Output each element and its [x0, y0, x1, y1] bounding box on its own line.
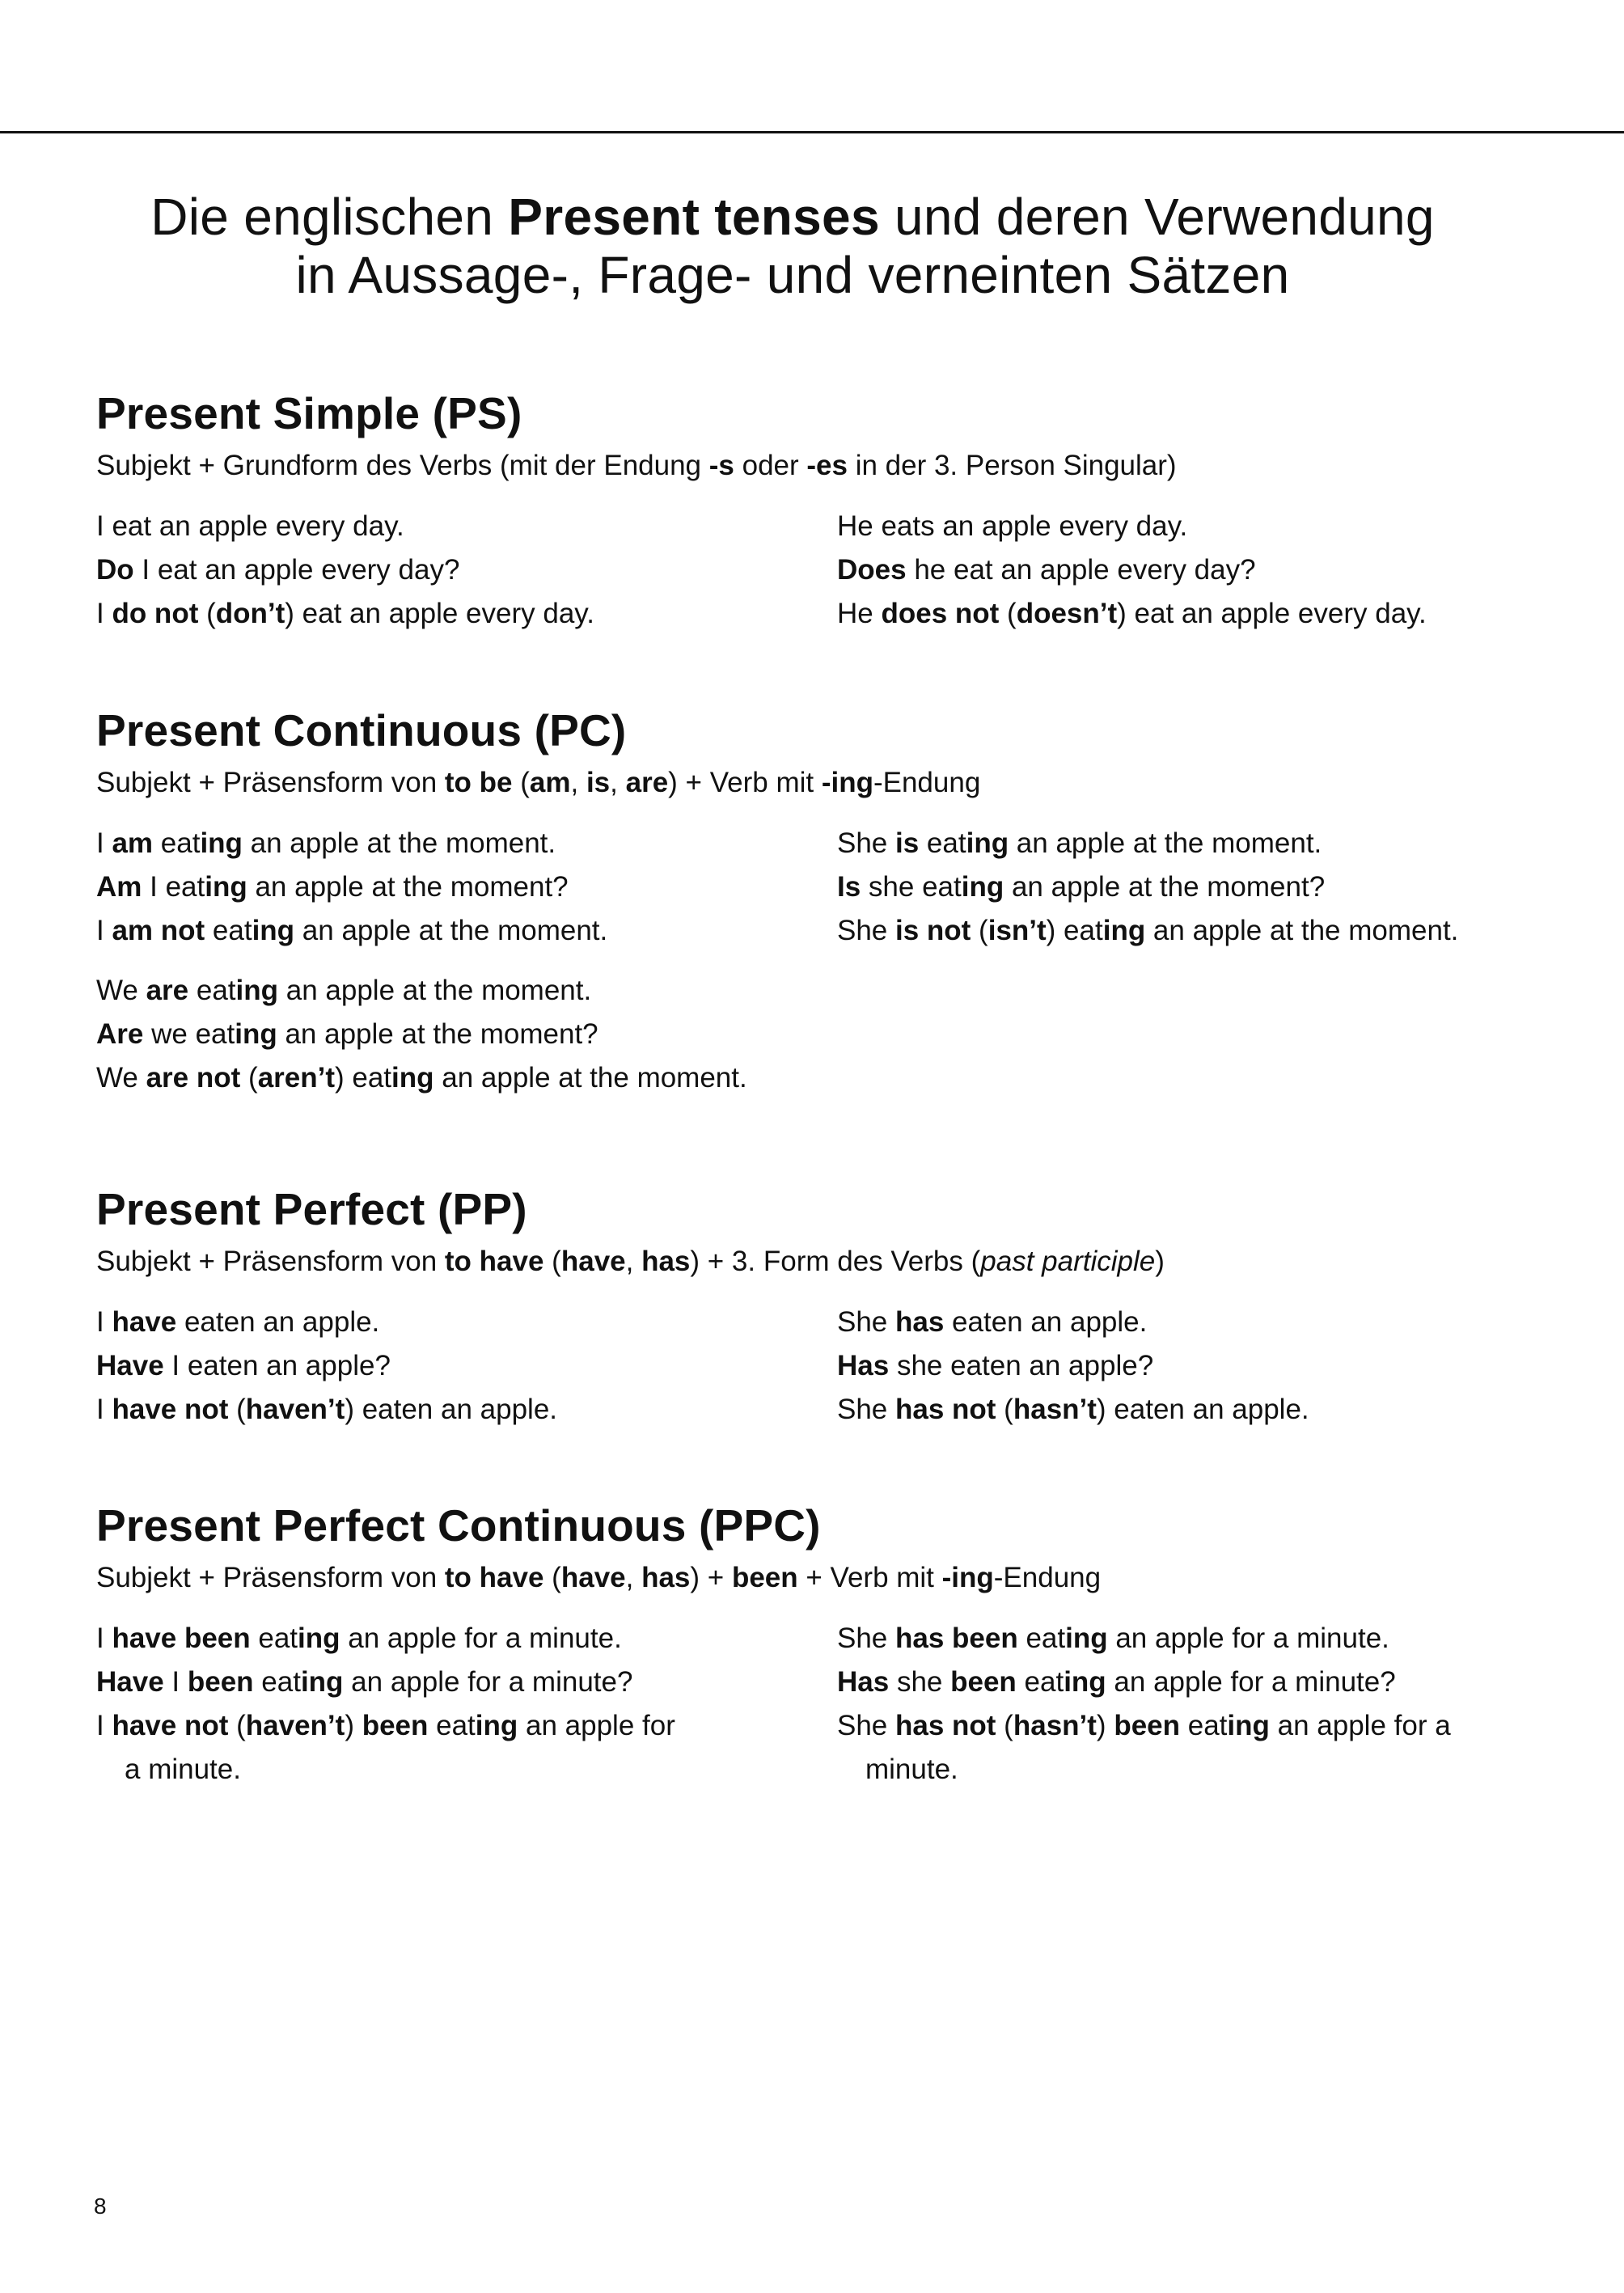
text-run: eat: [153, 827, 201, 859]
bold-text: Am: [96, 871, 142, 903]
section-heading: Present Continuous (PC): [96, 705, 627, 755]
text-run: ) eat: [335, 1062, 392, 1094]
bold-text: am not: [112, 915, 205, 946]
bold-text: have: [560, 1246, 626, 1277]
bold-text: been: [362, 1710, 429, 1741]
example-sentence: [837, 592, 1536, 636]
text-run: (: [228, 1710, 246, 1741]
text-run: eat: [205, 915, 252, 946]
text-run: eaten an apple.: [944, 1306, 1148, 1338]
text-run: eaten an apple.: [176, 1306, 380, 1338]
example-sentence: [837, 1617, 1536, 1661]
bold-text: Is: [837, 871, 861, 903]
text-run: She: [837, 1394, 895, 1425]
text-run: ,: [610, 767, 626, 798]
bold-text: been: [1114, 1710, 1181, 1741]
text-run: I: [96, 1710, 112, 1741]
text-run: (: [996, 1710, 1013, 1741]
text-run: (: [543, 1246, 561, 1277]
top-rule: [0, 131, 1624, 133]
text-run: ) eat an apple every day.: [285, 598, 594, 629]
text-run: an apple at the moment?: [247, 871, 569, 903]
text-run: ) eat: [1046, 915, 1103, 946]
bold-text: hasn’t: [1013, 1710, 1097, 1741]
text-run: an apple at the moment.: [294, 915, 608, 946]
text-run: eat: [1017, 1622, 1066, 1654]
bold-text: Have: [96, 1666, 164, 1698]
bold-text: ing: [235, 975, 279, 1006]
bold-text: Have: [96, 1350, 164, 1381]
example-sentence: [96, 1344, 837, 1388]
bold-text: do not: [112, 598, 199, 629]
bold-text: doesn’t: [1016, 598, 1118, 629]
bold-text: ing: [475, 1710, 518, 1741]
text-run: (: [996, 1394, 1013, 1425]
bold-text: haven’t: [245, 1394, 345, 1425]
example-sentence: [96, 909, 837, 953]
text-run: She: [837, 1306, 895, 1338]
bold-text: has: [641, 1562, 691, 1593]
example-grid: [96, 1617, 1536, 1808]
bold-text: ing: [252, 915, 295, 946]
text-run: I: [96, 1394, 112, 1425]
text-run: an apple for a minute?: [1106, 1666, 1396, 1698]
example-sentence: [96, 1388, 837, 1432]
example-sentence: [837, 1661, 1536, 1704]
text-run: ) +: [690, 1562, 732, 1593]
title-suffix: und deren Verwendung: [894, 188, 1435, 246]
text-run: I eat: [142, 871, 205, 903]
example-sentence: [96, 822, 837, 865]
text-run: (: [240, 1062, 258, 1094]
bold-text: has not: [895, 1710, 996, 1741]
text-run: I: [96, 598, 112, 629]
page-title: [0, 188, 1585, 304]
bold-text: have: [112, 1306, 177, 1338]
bold-text: has: [895, 1306, 945, 1338]
example-block-right: [837, 505, 1536, 636]
text-run: ): [345, 1710, 362, 1741]
text-run: I eat an apple every day?: [133, 554, 460, 586]
example-block-left: [96, 969, 837, 1100]
text-run: she eat: [861, 871, 962, 903]
text-run: ) + Verb mit: [668, 767, 822, 798]
text-run: an apple at the moment.: [242, 827, 556, 859]
text-run: ,: [625, 1562, 642, 1593]
text-run: (: [999, 598, 1017, 629]
text-run: (: [971, 915, 988, 946]
bold-text: hasn’t: [1013, 1394, 1097, 1425]
text-run: + Verb mit: [797, 1562, 942, 1593]
text-run: eat: [253, 1666, 301, 1698]
example-sentence: [96, 548, 837, 592]
text-run: an apple at the moment.: [278, 975, 592, 1006]
example-grid: [96, 1301, 1536, 1448]
bold-text: ing: [298, 1622, 340, 1654]
title-bold: Present tenses: [508, 188, 880, 246]
example-sentence: [837, 865, 1536, 909]
bold-text: ing: [235, 1018, 277, 1050]
text-run: I: [96, 1622, 112, 1654]
bold-text: ing: [1065, 1622, 1108, 1654]
text-run: ) eaten an apple.: [345, 1394, 558, 1425]
text-run: ,: [570, 767, 586, 798]
bold-text: am: [529, 767, 571, 798]
text-run: I eaten an apple?: [163, 1350, 391, 1381]
bold-text: ing: [1064, 1666, 1106, 1698]
text-run: -Endung: [873, 767, 981, 798]
bold-text: -es: [806, 450, 848, 481]
text-run: -Endung: [993, 1562, 1102, 1593]
example-block-left: [96, 1617, 837, 1792]
bold-text: Has: [837, 1350, 890, 1381]
bold-text: does not: [881, 598, 1000, 629]
bold-text: ing: [391, 1062, 434, 1094]
text-run: I: [96, 827, 112, 859]
example-grid: [96, 505, 1536, 652]
text-run: (: [228, 1394, 246, 1425]
page-number: 8: [94, 2194, 107, 2219]
text-run: I: [96, 915, 112, 946]
bold-text: are not: [146, 1062, 241, 1094]
text-run: She: [837, 827, 895, 859]
section-present-perfect-continuous: [96, 1499, 1536, 1808]
text-run: an apple for a minute.: [865, 1710, 1451, 1785]
bold-text: been: [731, 1562, 798, 1593]
text-run: he eat an apple every day?: [906, 554, 1256, 586]
bold-text: have not: [112, 1710, 229, 1741]
bold-text: Do: [96, 554, 134, 586]
bold-text: -ing: [941, 1562, 994, 1593]
bold-text: been: [187, 1666, 254, 1698]
example-grid: [96, 822, 1536, 1116]
text-run: an apple at the moment.: [433, 1062, 747, 1094]
text-run: Subjekt + Grundform des Verbs (mit der Endung: [96, 450, 709, 481]
section-heading: Present Perfect Continuous (PPC): [96, 1500, 821, 1551]
bold-text: is: [586, 767, 611, 798]
bold-text: is: [895, 827, 920, 859]
text-run: ,: [625, 1246, 642, 1277]
bold-text: has not: [895, 1394, 996, 1425]
example-sentence: [837, 505, 1536, 548]
text-run: eat: [1180, 1710, 1228, 1741]
bold-text: Are: [96, 1018, 144, 1050]
title-line-2: in Aussage-, Frage- und verneinten Sätzen: [295, 246, 1290, 304]
text-run: she eaten an apple?: [889, 1350, 1154, 1381]
example-block-right: [837, 1617, 1536, 1792]
bold-text: ing: [200, 827, 243, 859]
example-sentence: [96, 865, 837, 909]
text-run: ) eat an apple every day.: [1117, 598, 1427, 629]
text-run: eat: [250, 1622, 298, 1654]
text-run: an apple at the moment?: [1004, 871, 1326, 903]
example-sentence: [96, 1013, 837, 1056]
text-run: I eat an apple every day.: [96, 510, 404, 542]
text-run: Subjekt + Präsensform von: [96, 1246, 445, 1277]
text-run: ): [1155, 1246, 1165, 1277]
text-run: an apple for a minute.: [1107, 1622, 1389, 1654]
bold-text: have not: [112, 1394, 229, 1425]
text-run: eat: [188, 975, 236, 1006]
bold-text: are: [625, 767, 669, 798]
text-run: an apple at the moment.: [1145, 915, 1459, 946]
example-sentence: [96, 505, 837, 548]
bold-text: ing: [300, 1666, 344, 1698]
bold-text: has: [641, 1246, 691, 1277]
section-heading: Present Perfect (PP): [96, 1184, 527, 1234]
text-run: oder: [734, 450, 807, 481]
bold-text: Has: [837, 1666, 890, 1698]
text-run: Subjekt + Präsensform von: [96, 1562, 445, 1593]
example-block-right: [837, 1301, 1536, 1432]
text-run: Subjekt + Präsensform von: [96, 767, 445, 798]
text-run: an apple at the moment?: [277, 1018, 598, 1050]
text-run: She: [837, 1622, 895, 1654]
text-run: an apple at the moment.: [1009, 827, 1322, 859]
example-sentence: [837, 909, 1536, 953]
example-sentence: [96, 1617, 837, 1661]
example-block-left: [96, 1301, 837, 1432]
text-run: She: [837, 915, 895, 946]
text-run: He: [837, 598, 882, 629]
example-block-right: [837, 822, 1536, 953]
title-prefix: Die englischen: [150, 188, 494, 246]
text-run: She: [837, 1710, 895, 1741]
section-present-perfect: [96, 1182, 1536, 1448]
bold-text: don’t: [215, 598, 285, 629]
italic-text: past participle: [980, 1246, 1156, 1277]
bold-text: to have: [444, 1562, 544, 1593]
bold-text: ing: [961, 871, 1004, 903]
example-sentence: [96, 1301, 837, 1344]
example-block-left: [96, 505, 837, 636]
example-sentence: [96, 1704, 691, 1792]
text-run: ): [1096, 1710, 1114, 1741]
text-run: We: [96, 975, 146, 1006]
example-sentence: [96, 1661, 837, 1704]
bold-text: are: [146, 975, 189, 1006]
bold-text: aren’t: [257, 1062, 335, 1094]
text-run: (: [543, 1562, 561, 1593]
section-formula: [96, 764, 1536, 802]
bold-text: -s: [708, 450, 734, 481]
text-run: I: [96, 1306, 112, 1338]
text-run: ) eaten an apple.: [1096, 1394, 1309, 1425]
section-present-continuous: [96, 704, 1536, 1116]
section-present-simple: [96, 387, 1536, 652]
example-sentence: [96, 969, 837, 1013]
bold-text: am: [112, 827, 154, 859]
text-run: (: [512, 767, 530, 798]
example-sentence: [837, 822, 1536, 865]
bold-text: ing: [205, 871, 247, 903]
example-sentence: [837, 1704, 1456, 1792]
text-run: (: [198, 598, 216, 629]
text-run: ) + 3. Form des Verbs (: [690, 1246, 981, 1277]
bold-text: ing: [1227, 1710, 1270, 1741]
example-block-left: [96, 822, 837, 953]
text-run: an apple for a minute.: [340, 1622, 622, 1654]
example-sentence: [837, 1344, 1536, 1388]
bold-text: been: [950, 1666, 1017, 1698]
example-sentence: [96, 592, 837, 636]
bold-text: -ing: [821, 767, 873, 798]
text-run: in der 3. Person Singular): [847, 450, 1177, 481]
bold-text: haven’t: [245, 1710, 345, 1741]
text-run: eat: [919, 827, 966, 859]
example-sentence: [837, 548, 1536, 592]
bold-text: isn’t: [988, 915, 1047, 946]
text-run: an apple for a minute?: [343, 1666, 633, 1698]
text-run: eat: [428, 1710, 476, 1741]
text-run: an apple for a minute.: [125, 1710, 675, 1785]
section-formula: [96, 1559, 1536, 1597]
section-heading: Present Simple (PS): [96, 388, 522, 438]
bold-text: have: [560, 1562, 626, 1593]
bold-text: Does: [837, 554, 907, 586]
bold-text: have been: [112, 1622, 251, 1654]
example-sentence: [837, 1301, 1536, 1344]
bold-text: is not: [895, 915, 971, 946]
section-formula: [96, 1242, 1536, 1281]
text-run: she: [889, 1666, 951, 1698]
text-run: eat: [1016, 1666, 1064, 1698]
text-run: I: [163, 1666, 188, 1698]
bold-text: ing: [1102, 915, 1146, 946]
text-run: We: [96, 1062, 146, 1094]
bold-text: has been: [895, 1622, 1018, 1654]
example-sentence: [837, 1388, 1536, 1432]
example-sentence: [96, 1056, 837, 1100]
bold-text: to be: [444, 767, 513, 798]
bold-text: to have: [444, 1246, 544, 1277]
bold-text: ing: [966, 827, 1009, 859]
section-formula: [96, 446, 1536, 485]
text-run: we eat: [143, 1018, 235, 1050]
text-run: He eats an apple every day.: [837, 510, 1188, 542]
